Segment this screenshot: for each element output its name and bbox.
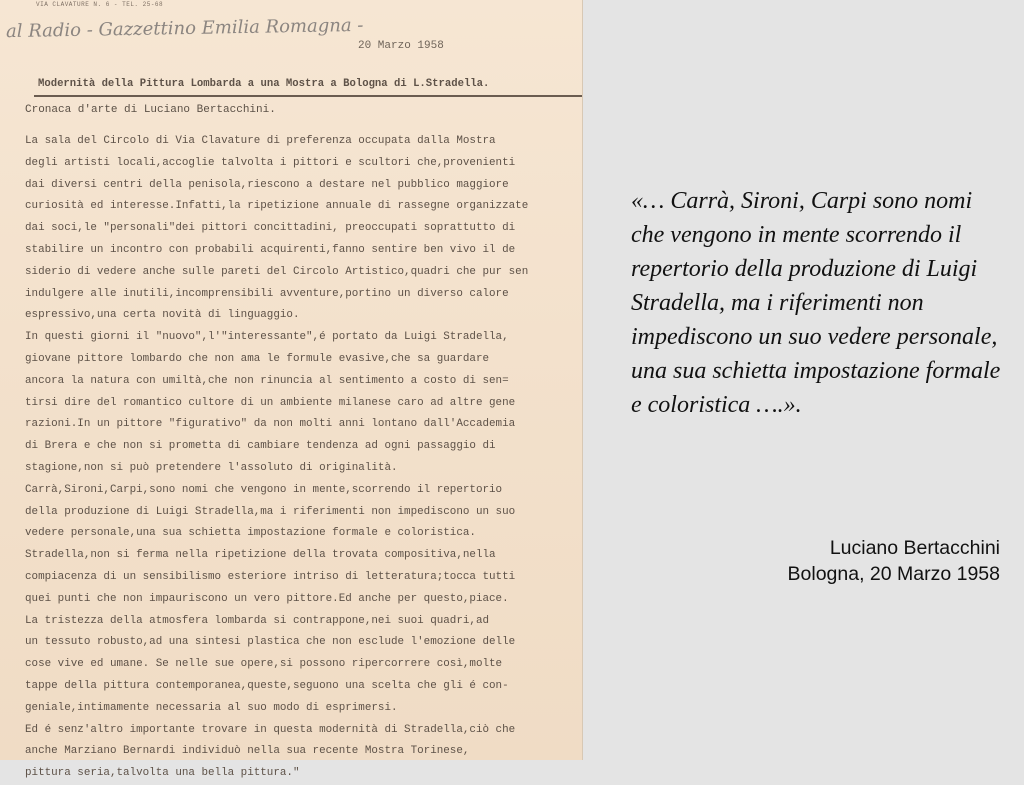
document-body-line: espressivo,una certa novità di linguaggio. xyxy=(25,309,300,322)
document-body-line: La sala del Circolo di Via Clavature di preferenza occupata dalla Mostra xyxy=(25,135,496,147)
headline-underline xyxy=(34,95,582,97)
document-body-line: dai diversi centri della penisola,riescono a destare nel pubblico maggiore xyxy=(25,178,509,191)
document-date: 20 Marzo 1958 xyxy=(358,40,444,52)
document-byline: Cronaca d'arte di Luciano Bertacchini. xyxy=(25,104,276,116)
quote-place-date: Bologna, 20 Marzo 1958 xyxy=(787,563,1000,585)
document-body-line: stagione,non si può pretendere l'assoluto di originalità. xyxy=(25,461,398,474)
document-headline: Modernità della Pittura Lombarda a una Mostra a Bologna di L.Stradella. xyxy=(38,78,490,90)
document-body-line: dai soci,le "personali"dei pittori concittadini, preoccupati soprattutto di xyxy=(25,222,516,235)
document-body-line: Carrà,Sironi,Carpi,sono nomi che vengono in mente,scorrendo il repertorio xyxy=(25,483,503,496)
document-body-line: tappe della pittura contemporanea,queste,seguono una scelta che gli é con- xyxy=(25,679,509,692)
document-body-line: cose vive ed umane. Se nelle sue opere,si possono ripercorrere così,molte xyxy=(25,658,503,671)
document-body-line: Stradella,non si ferma nella ripetizione della trovata compositiva,nella xyxy=(25,549,496,562)
document-body-line: anche Marziano Bernardi individuò nella sua recente Mostra Torinese, xyxy=(25,745,470,758)
handwritten-note: al Radio - Gazzettino Emilia Romagna - xyxy=(5,14,364,43)
document-body-line: indulgere alle inutili,incomprensibili avventure,portino un diverso calore xyxy=(25,287,509,300)
document-body-line: di Brera e che non si prometta di cambiare tendenza ad ogni passaggio di xyxy=(25,440,496,453)
quote-attribution xyxy=(788,535,1000,587)
quote-author: Luciano Bertacchini xyxy=(829,537,1000,559)
document-body-line: tirsi dire del romantico cultore di un ambiente milanese caro ad altre gene xyxy=(25,396,516,409)
document-body-line: compiacenza di un sensibilismo esteriore intriso di letteratura;tocca tutti xyxy=(25,570,516,583)
document-body-line: siderio di vedere anche sulle pareti del Circolo Artistico,quadri che pur sen xyxy=(25,265,529,278)
quote-text: «… Carrà, Sironi, Carpi sono nomi che vengono in mente scorrendo il repertorio della produzione di Luigi Stradella, ma i riferimenti non impediscono un suo vedere personale, una sua schietta impostazione formale e coloristica ….». xyxy=(631,188,1001,418)
document-body-line: La tristezza della atmosfera lombarda si contrappone,nei suoi quadri,ad xyxy=(25,614,490,627)
document-body-line: pittura seria,talvolta una bella pittura." xyxy=(25,767,300,780)
document-body-line: razioni.In un pittore "figurativo" da non molti anni lontano dall'Accademia xyxy=(25,418,516,431)
document-body-line: un tessuto robusto,ad una sintesi plastica che non esclude l'emozione delle xyxy=(25,636,516,649)
document-body-line: stabilire un incontro con probabili acquirenti,fanno sentire ben vivo il de xyxy=(25,243,516,256)
document-body-line: quei punti che non impauriscono un vero pittore.Ed anche per questo,piace. xyxy=(25,592,509,605)
document-body-line: geniale,intimamente necessaria al suo modo di esprimersi. xyxy=(25,701,398,714)
document-body-line: giovane pittore lombardo che non ama le formule evasive,che sa guardare xyxy=(25,352,490,365)
letterhead: VIA CLAVATURE N. 6 - TEL. 25-68 xyxy=(36,1,164,8)
document-body-line: Ed é senz'altro importante trovare in questa modernità di Stradella,ciò che xyxy=(25,723,516,736)
document-body-line: vedere personale,una sua schietta impostazione formale e coloristica. xyxy=(25,527,476,540)
document-body-line: curiosità ed interesse.Infatti,la ripetizione annuale di rassegne organizzate xyxy=(25,200,529,213)
document-body xyxy=(25,131,582,785)
document-body-line: della produzione di Luigi Stradella,ma i riferimenti non impediscono un suo xyxy=(25,505,516,518)
document-body-line: degli artisti locali,accoglie talvolta i pittori e scultori che,provenienti xyxy=(25,156,516,169)
document-body-line: In questi giorni il "nuovo",l'"interessante",é portato da Luigi Stradella, xyxy=(25,331,509,344)
document-body-line: ancora la natura con umiltà,che non rinuncia al sentimento a costo di sen= xyxy=(25,374,509,387)
